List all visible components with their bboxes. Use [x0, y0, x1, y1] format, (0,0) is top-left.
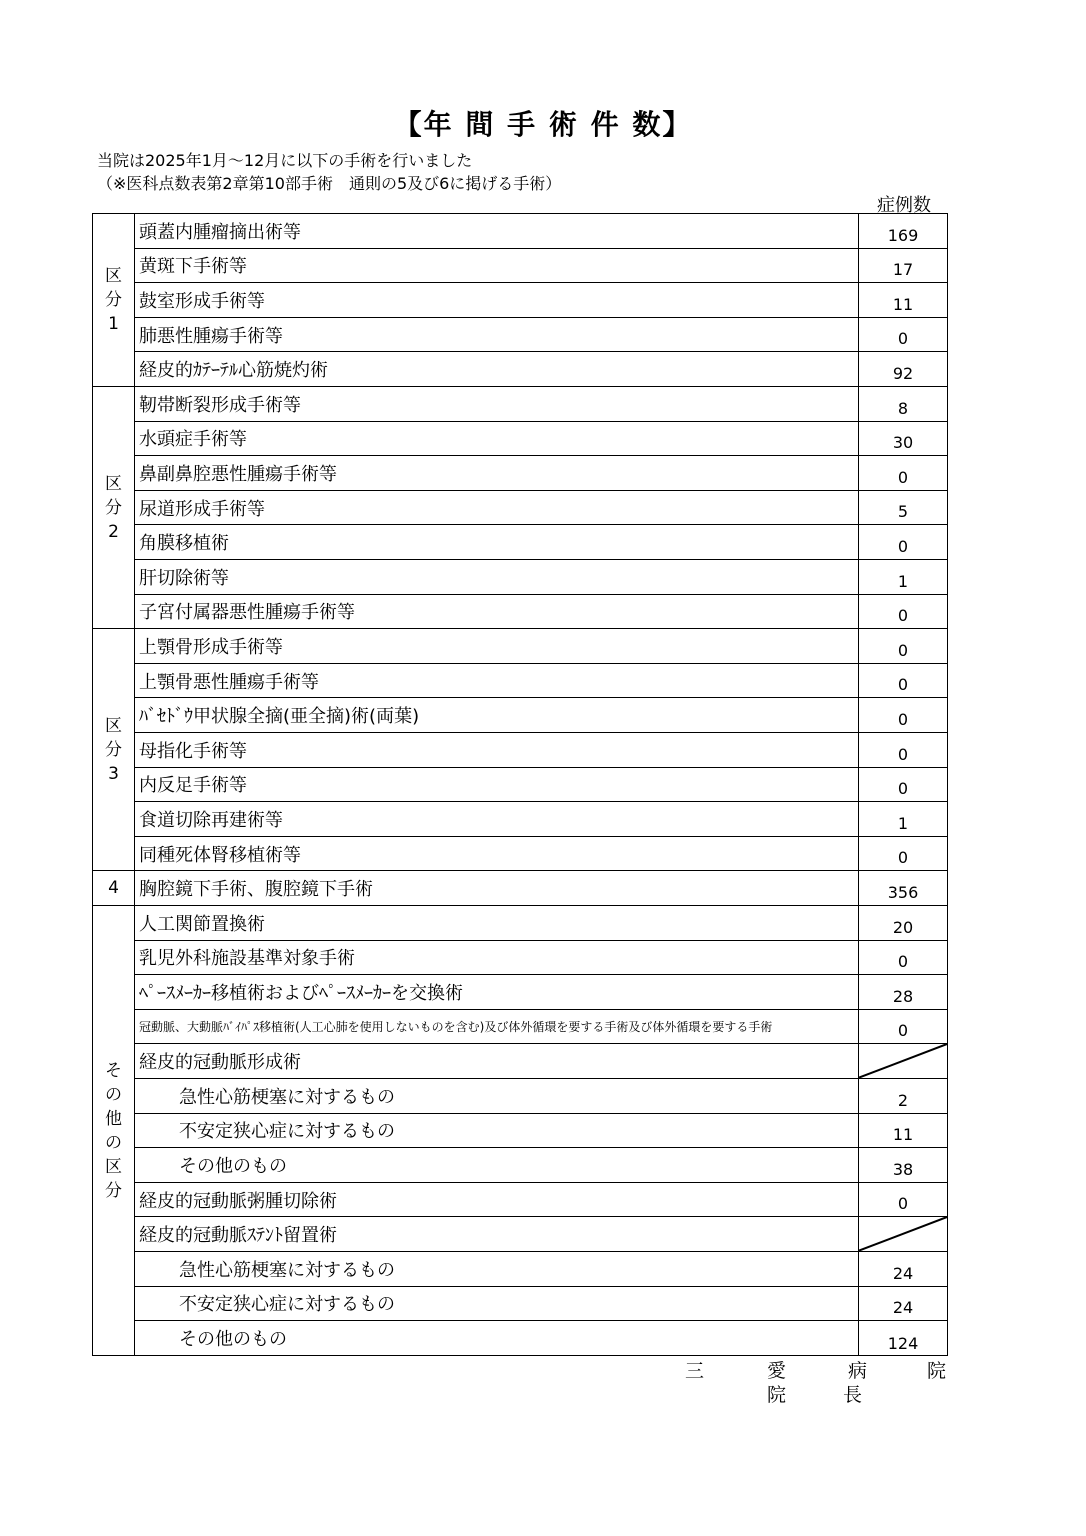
director-title-char: 院: [767, 1384, 787, 1406]
case-count: [858, 1148, 947, 1182]
table-row: [135, 387, 947, 422]
procedure-name: 頭蓋内腫瘤摘出術等: [139, 221, 301, 243]
director-title-char: 長: [843, 1384, 863, 1406]
procedure-name: 黄斑下手術等: [139, 256, 247, 278]
procedure-name: 急性心筋梗塞に対するもの: [179, 1259, 395, 1281]
hospital-name-char: 三: [685, 1360, 705, 1382]
case-count-value: 0: [897, 675, 909, 695]
case-count: [858, 422, 947, 456]
group-cell: [93, 214, 135, 387]
group-cell: [93, 906, 135, 1355]
procedure-name: その他のもの: [179, 1155, 287, 1177]
hospital-name-char: 病: [848, 1360, 868, 1382]
table-row: [135, 525, 947, 560]
table-row: [135, 318, 947, 353]
case-count: [858, 837, 947, 871]
case-count-value: 0: [897, 848, 909, 868]
group-label: 4: [108, 878, 119, 898]
case-count-value: 0: [897, 1021, 909, 1041]
procedure-name: 急性心筋梗塞に対するもの: [179, 1086, 395, 1108]
procedure-name: 上顎骨形成手術等: [139, 636, 283, 658]
table-row: [135, 1148, 947, 1183]
case-count-value: 0: [897, 467, 909, 487]
table-row: [135, 249, 947, 284]
case-count-value: 1: [897, 813, 909, 833]
case-count-value: 1: [897, 571, 909, 591]
case-count-value: 0: [897, 952, 909, 972]
table-row: [135, 1114, 947, 1149]
case-count-value: 8: [897, 398, 909, 418]
case-count: [858, 871, 947, 905]
procedure-name: 経皮的ｶﾃｰﾃﾙ心筋焼灼術: [139, 360, 328, 382]
procedure-name: 尿道形成手術等: [139, 498, 265, 520]
procedure-name: 角膜移植術: [139, 533, 229, 555]
table-row: [135, 802, 947, 837]
case-count: [858, 491, 947, 525]
hospital-name-char: 院: [927, 1360, 947, 1382]
table-row: [135, 1321, 947, 1356]
procedure-name: その他のもの: [179, 1329, 287, 1351]
procedure-name: 鼓室形成手術等: [139, 290, 265, 312]
case-count: [858, 387, 947, 421]
procedure-name: 冠動脈、大動脈ﾊﾞｲﾊﾟｽ移植術(人工心肺を使用しないものを含む)及び体外循環を要する手術及び体外循環を要する手術: [139, 1020, 773, 1035]
table-row: [135, 422, 947, 457]
case-count-value: 169: [887, 225, 919, 245]
group-label: 区 分 2: [105, 473, 122, 542]
case-count-value: 5: [897, 502, 909, 522]
case-count: [858, 1217, 947, 1251]
case-count-value: 0: [897, 536, 909, 556]
procedure-name: 靭帯断裂形成手術等: [139, 394, 301, 416]
procedure-name: 水頭症手術等: [139, 429, 247, 451]
intro-line-2: （※医科点数表第2章第10部手術 通則の5及び6に掲げる手術）: [97, 174, 562, 193]
procedure-name: 経皮的冠動脈粥腫切除術: [139, 1190, 337, 1212]
table-row: [135, 1079, 947, 1114]
table-row: [135, 560, 947, 595]
procedure-name: 肺悪性腫瘍手術等: [139, 325, 283, 347]
procedure-name: 鼻副鼻腔悪性腫瘍手術等: [139, 463, 337, 485]
table-row: [135, 768, 947, 803]
case-count: [858, 249, 947, 283]
diagonal-strike: [859, 1217, 947, 1251]
case-count-value: 11: [892, 1125, 914, 1145]
table-row: [135, 1183, 947, 1218]
case-count: [858, 1183, 947, 1217]
table-row: [135, 629, 947, 664]
procedure-name: 食道切除再建術等: [139, 809, 283, 831]
table-row: [135, 1010, 947, 1045]
case-count: [858, 802, 947, 836]
count-column-header: 症例数: [877, 195, 931, 216]
case-count: [858, 906, 947, 940]
group-cell: [93, 387, 135, 629]
procedure-name: 母指化手術等: [139, 740, 247, 762]
table-row: [135, 214, 947, 249]
case-count: [858, 560, 947, 594]
case-count-value: 11: [892, 294, 914, 314]
procedure-name: 胸腔鏡下手術、腹腔鏡下手術: [139, 879, 373, 901]
case-count: [858, 1252, 947, 1286]
case-count: [858, 1114, 947, 1148]
procedure-name: 子宮付属器悪性腫瘍手術等: [139, 602, 355, 624]
table-row: [135, 1252, 947, 1287]
case-count: [858, 456, 947, 490]
table-row: [135, 871, 947, 906]
case-count-value: 124: [887, 1333, 919, 1353]
case-count-value: 38: [892, 1159, 914, 1179]
group-label: 区 分 3: [105, 715, 122, 784]
group-label: 区 分 1: [105, 266, 122, 334]
case-count-value: 20: [892, 917, 914, 937]
case-count: [858, 1079, 947, 1113]
table-row: [135, 664, 947, 699]
case-count: [858, 698, 947, 732]
procedure-name: 乳児外科施設基準対象手術: [139, 948, 355, 970]
case-count-value: 2: [897, 1090, 909, 1110]
case-count: [858, 664, 947, 698]
case-count: [858, 283, 947, 317]
case-count-value: 356: [887, 882, 919, 902]
page-title: 【年 間 手 術 件 数】: [393, 108, 693, 141]
case-count-value: 17: [892, 260, 914, 280]
case-count-value: 0: [897, 640, 909, 660]
table-row: [135, 352, 947, 387]
case-count: [858, 1044, 947, 1078]
case-count: [858, 214, 947, 248]
table-row: [135, 837, 947, 872]
table-row: [135, 975, 947, 1010]
case-count: [858, 352, 947, 386]
case-count: [858, 1321, 947, 1356]
procedure-name: 経皮的冠動脈ｽﾃﾝﾄ留置術: [139, 1225, 337, 1247]
case-count-value: 24: [892, 1263, 914, 1283]
table-row: [135, 1287, 947, 1322]
procedure-name: 不安定狭心症に対するもの: [179, 1294, 395, 1316]
case-count-value: 0: [897, 779, 909, 799]
procedure-name: 内反足手術等: [139, 775, 247, 797]
case-count-value: 0: [897, 709, 909, 729]
case-count-value: 30: [892, 433, 914, 453]
table-row: [135, 456, 947, 491]
case-count: [858, 629, 947, 663]
case-count: [858, 941, 947, 975]
table-row: [135, 283, 947, 318]
case-count-value: 28: [892, 986, 914, 1006]
case-count: [858, 975, 947, 1009]
surgery-count-table: [92, 213, 948, 1356]
case-count: [858, 595, 947, 629]
procedure-name: 同種死体腎移植術等: [139, 844, 301, 866]
table-row: [135, 941, 947, 976]
case-count-value: 0: [897, 606, 909, 626]
group-label: そ の 他 の 区 分: [105, 1060, 122, 1201]
case-count: [858, 768, 947, 802]
intro-line-1: 当院は2025年1月～12月に以下の手術を行いました: [97, 151, 473, 170]
table-row: [135, 491, 947, 526]
case-count: [858, 1010, 947, 1044]
procedure-name: ﾊﾞｾﾄﾞｳ甲状腺全摘(亜全摘)術(両葉): [139, 706, 420, 728]
procedure-name: 経皮的冠動脈形成術: [139, 1052, 301, 1074]
case-count: [858, 525, 947, 559]
table-row: [135, 1044, 947, 1079]
table-row: [135, 1217, 947, 1252]
table-row: [135, 733, 947, 768]
table-row: [135, 906, 947, 941]
group-cell: [93, 629, 135, 871]
group-cell: [93, 871, 135, 906]
procedure-name: 不安定狭心症に対するもの: [179, 1121, 395, 1143]
case-count-value: 0: [897, 744, 909, 764]
hospital-name-char: 愛: [767, 1360, 787, 1382]
table-row: [135, 595, 947, 630]
case-count: [858, 733, 947, 767]
case-count: [858, 1287, 947, 1321]
procedure-name: 上顎骨悪性腫瘍手術等: [139, 671, 319, 693]
procedure-name: 人工関節置換術: [139, 913, 265, 935]
case-count-value: 24: [892, 1298, 914, 1318]
procedure-name: 肝切除術等: [139, 567, 229, 589]
diagonal-strike: [859, 1044, 947, 1078]
case-count: [858, 318, 947, 352]
case-count-value: 0: [897, 1194, 909, 1214]
table-row: [135, 698, 947, 733]
case-count-value: 92: [892, 363, 914, 383]
procedure-name: ﾍﾟｰｽﾒｰｶｰ移植術およびﾍﾟｰｽﾒｰｶｰを交換術: [139, 982, 463, 1004]
case-count-value: 0: [897, 329, 909, 349]
